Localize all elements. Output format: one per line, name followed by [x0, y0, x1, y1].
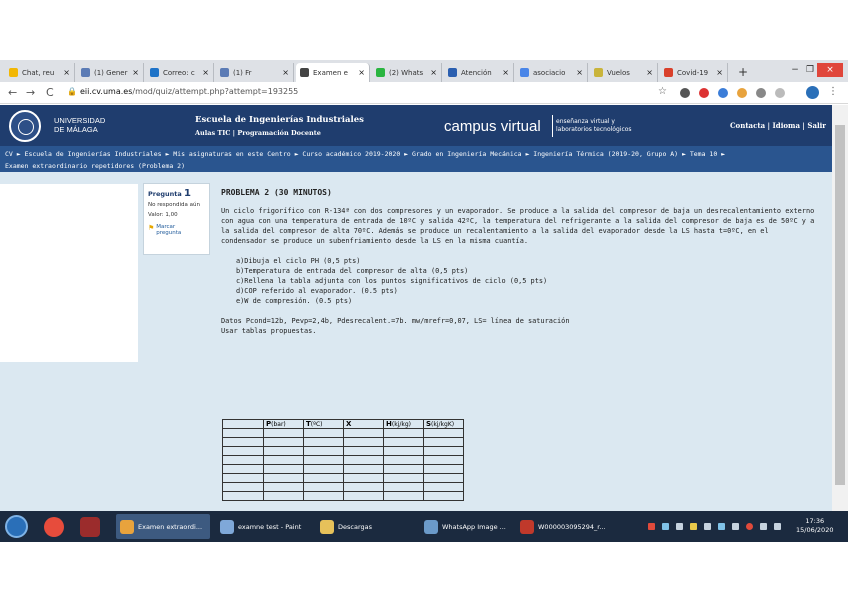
taskbar-item[interactable] — [216, 514, 308, 539]
window-close-button[interactable]: × — [817, 63, 843, 77]
lock-icon: 🔒 — [67, 87, 77, 96]
bookmark-star-icon[interactable]: ☆ — [658, 86, 667, 97]
tab-close-icon[interactable]: × — [430, 68, 437, 77]
table-cell — [384, 447, 424, 456]
campus-virtual-logo: campus virtual — [444, 118, 541, 135]
table-cell — [304, 474, 344, 483]
table-cell — [384, 456, 424, 465]
taskbar-item[interactable] — [516, 514, 608, 539]
table-header: X — [344, 420, 384, 429]
taskbar-item-label: WhatsApp Image ... — [442, 522, 506, 531]
university-name: UNIVERSIDAD DE MÁLAGA — [54, 116, 106, 134]
tab-close-icon[interactable]: × — [132, 68, 139, 77]
table-cell — [424, 438, 464, 447]
problem-item: d)COP referido al evaporador. (0.5 pts) — [236, 287, 398, 295]
tray-icon[interactable] — [662, 523, 669, 530]
table-cell — [304, 429, 344, 438]
table-row — [223, 465, 464, 474]
table-cell — [223, 438, 264, 447]
table-cell — [264, 429, 304, 438]
table-cell — [223, 492, 264, 501]
menu-kebab-icon[interactable]: ⋮ — [828, 86, 838, 97]
taskbar-app-icon — [220, 520, 234, 534]
tab-title: (1) Gener — [94, 68, 128, 77]
table-cell — [264, 483, 304, 492]
table-cell — [304, 492, 344, 501]
start-button[interactable] — [5, 515, 28, 538]
table-cell — [223, 474, 264, 483]
browser-tab[interactable] — [146, 63, 214, 82]
tab-favicon-icon — [594, 68, 603, 77]
table-header: H(kj/kg) — [384, 420, 424, 429]
table-cell — [304, 456, 344, 465]
tab-favicon-icon — [220, 68, 229, 77]
profile-avatar[interactable] — [806, 86, 819, 99]
browser-tab[interactable] — [372, 63, 442, 82]
table-cell — [264, 456, 304, 465]
table-cell — [304, 465, 344, 474]
left-block — [0, 184, 138, 362]
tray-icon[interactable] — [648, 523, 655, 530]
table-cell — [424, 429, 464, 438]
table-row — [223, 474, 464, 483]
extension-icon[interactable] — [680, 88, 690, 98]
table-cell — [264, 474, 304, 483]
volume-icon[interactable] — [760, 523, 767, 530]
table-cell — [304, 438, 344, 447]
tray-icon[interactable] — [746, 523, 753, 530]
table-cell — [384, 483, 424, 492]
header-links[interactable]: Contacta | Idioma | Salir — [729, 121, 826, 130]
taskbar-app-icon — [520, 520, 534, 534]
tab-title: Covid-19 — [677, 68, 709, 77]
question-status: No respondida aún — [148, 202, 200, 208]
table-cell — [384, 438, 424, 447]
question-number: Pregunta 1 — [148, 188, 192, 199]
back-icon[interactable]: ← — [8, 86, 18, 99]
taskbar-app-icon — [320, 520, 334, 534]
tab-title: Correo: c — [163, 68, 195, 77]
problem-items — [236, 256, 817, 306]
table-cell — [424, 465, 464, 474]
table-header — [223, 420, 264, 429]
tab-favicon-icon — [81, 68, 90, 77]
address-bar — [0, 82, 848, 104]
table-row — [223, 456, 464, 465]
flag-question-link[interactable]: ⚑ Marcar pregunta — [148, 224, 182, 236]
browser-tab[interactable] — [516, 63, 588, 82]
table-cell — [384, 492, 424, 501]
table-cell — [344, 447, 384, 456]
school-subtitle: Aulas TIC | Programación Docente — [195, 129, 321, 137]
browser-tab[interactable] — [296, 63, 370, 82]
browser-tab[interactable] — [590, 63, 658, 82]
table-cell — [304, 483, 344, 492]
table-cell — [384, 474, 424, 483]
tab-favicon-icon — [520, 68, 529, 77]
tab-close-icon[interactable]: × — [646, 68, 653, 77]
taskbar-app-icon — [424, 520, 438, 534]
chrome-icon[interactable] — [44, 517, 64, 537]
browser-tab[interactable] — [444, 63, 514, 82]
taskbar-item-label: Descargas — [338, 522, 373, 531]
tab-close-icon[interactable]: × — [202, 68, 209, 77]
tab-close-icon[interactable]: × — [358, 68, 365, 77]
maximize-button[interactable]: ❐ — [805, 65, 815, 75]
tab-title: (1) Fr — [233, 68, 252, 77]
tab-title: (2) Whats — [389, 68, 424, 77]
forward-icon[interactable]: → — [26, 86, 36, 99]
table-cell — [344, 465, 384, 474]
tab-title: Chat, reu — [22, 68, 55, 77]
tab-close-icon[interactable]: × — [282, 68, 289, 77]
table-cell — [344, 474, 384, 483]
vertical-scrollbar[interactable] — [832, 105, 848, 530]
browser-tab[interactable] — [5, 63, 75, 82]
tab-title: Atención — [461, 68, 492, 77]
problem-statement — [221, 188, 817, 336]
question-info-box — [143, 183, 210, 255]
tab-favicon-icon — [300, 68, 309, 77]
url-host: eii.cv.uma.es — [80, 87, 133, 96]
table-cell — [223, 429, 264, 438]
screenshot — [0, 60, 848, 542]
tray-icon[interactable] — [690, 523, 697, 530]
extension-icon[interactable] — [756, 88, 766, 98]
table-header: T(ºC) — [304, 420, 344, 429]
tab-title: asociacio — [533, 68, 566, 77]
browser-tab-strip — [0, 60, 848, 82]
table-cell — [223, 465, 264, 474]
table-cell — [424, 492, 464, 501]
problem-item: c)Rellena la tabla adjunta con los puntos significativos de ciclo (0,5 pts) — [236, 277, 548, 285]
tray-icon[interactable] — [718, 523, 725, 530]
site-header — [0, 105, 832, 146]
tab-close-icon[interactable]: × — [63, 68, 70, 77]
browser-tab[interactable] — [77, 63, 144, 82]
main-content — [0, 172, 832, 530]
table-cell — [304, 447, 344, 456]
table-cell — [344, 429, 384, 438]
table-cell — [344, 438, 384, 447]
table-cell — [344, 456, 384, 465]
tray-icon[interactable] — [676, 523, 683, 530]
tab-favicon-icon — [664, 68, 673, 77]
table-cell — [384, 429, 424, 438]
table-cell — [223, 483, 264, 492]
tray-icon[interactable] — [704, 523, 711, 530]
table-row — [223, 447, 464, 456]
url-path: /mod/quiz/attempt.php?attempt=193255 — [132, 87, 299, 96]
new-tab-button[interactable]: + — [738, 65, 749, 79]
table-row — [223, 438, 464, 447]
table-cell — [424, 447, 464, 456]
points-table — [222, 419, 464, 501]
campus-subtitle: enseñanza virtual y laboratorios tecnológicos — [556, 118, 632, 133]
logo-divider — [552, 115, 553, 137]
table-cell — [223, 456, 264, 465]
table-cell — [424, 474, 464, 483]
taskbar-item[interactable] — [420, 514, 512, 539]
table-cell — [344, 483, 384, 492]
tab-title: Vuelos — [607, 68, 630, 77]
table-cell — [264, 492, 304, 501]
table-cell — [424, 483, 464, 492]
tab-close-icon[interactable]: × — [716, 68, 723, 77]
problem-body: Un ciclo frigorífico con R-134ª con dos compresores y un evaporador. Se produce a la salida del compresor de baja un desrecalentamiento externo con agua con una temperatura de entrada de 10ºC y salida 42ºC, la temperatura del refrigerante a la salida del compresor de baja es de 50ºC y a la salida del compresor de alta 70ºC. Además se produce un recalentamiento a la salida del evaporador desde la LS hasta t=0ºC, en el condensador se produce un subenfriamiento desde la LS en la misma cuantía. — [221, 207, 815, 245]
taskbar-item-label: W000003095294_r... — [538, 522, 606, 531]
table-row — [223, 429, 464, 438]
breadcrumb[interactable]: CV ► Escuela de Ingenierías Industriales ► Mis asignaturas en este Centro ► Curso académico 2019-2020 ► Grado en Ingeniería Mecánica ► Ingeniería Térmica (2019-20, Grupo A) ► Tema 10 ► Examen extraordinario repetidores (Problema 2) — [0, 146, 832, 172]
extension-icon[interactable] — [718, 88, 728, 98]
network-icon[interactable] — [732, 523, 739, 530]
tab-favicon-icon — [448, 68, 457, 77]
browser-tab[interactable] — [660, 63, 728, 82]
university-seal-icon — [9, 110, 41, 142]
table-cell — [264, 465, 304, 474]
language-icon[interactable] — [774, 523, 781, 530]
problem-item: e)W de compresión. (0.5 pts) — [236, 297, 353, 305]
problem-title: PROBLEMA 2 (30 MINUTOS) — [221, 188, 332, 197]
problem-item: a)Dibuja el ciclo PH (0,5 pts) — [236, 257, 361, 265]
table-cell — [223, 447, 264, 456]
tab-favicon-icon — [376, 68, 385, 77]
taskbar-app-icon — [120, 520, 134, 534]
url-field[interactable] — [80, 87, 298, 96]
tab-favicon-icon — [150, 68, 159, 77]
extension-icon[interactable] — [737, 88, 747, 98]
question-value: Valor: 1,00 — [148, 212, 178, 218]
table-cell — [424, 456, 464, 465]
solidworks-icon[interactable] — [80, 517, 100, 537]
table-cell — [264, 438, 304, 447]
table-cell — [264, 447, 304, 456]
extension-icon[interactable] — [775, 88, 785, 98]
scrollbar-thumb[interactable] — [835, 125, 845, 485]
school-name: Escuela de Ingenierías Industriales — [195, 115, 364, 125]
clock[interactable]: 17:36 15/06/2020 — [796, 517, 834, 534]
flag-icon: ⚑ — [148, 224, 155, 232]
tab-title: Examen e — [313, 68, 348, 77]
table-cell — [344, 492, 384, 501]
windows-taskbar — [0, 511, 848, 542]
reload-icon[interactable]: C — [46, 86, 54, 99]
tab-close-icon[interactable]: × — [502, 68, 509, 77]
table-header: P(bar) — [264, 420, 304, 429]
browser-tab[interactable] — [216, 63, 294, 82]
table-row — [223, 483, 464, 492]
adblock-extension-icon[interactable] — [699, 88, 709, 98]
taskbar-item-label: Examen extraordi... — [138, 522, 203, 531]
tab-close-icon[interactable]: × — [576, 68, 583, 77]
minimize-button[interactable]: − — [791, 65, 799, 75]
table-header: S(kj/kgK) — [424, 420, 464, 429]
table-row — [223, 492, 464, 501]
taskbar-item-label: examne test - Paint — [238, 522, 302, 531]
problem-data: Datos Pcond=12b, Pevp=2,4b, Pdesrecalent.=7b. mw/mrefr=0,07, LS= línea de saturación Usar tablas propuestas. — [221, 317, 570, 335]
table-cell — [384, 465, 424, 474]
tab-favicon-icon — [9, 68, 18, 77]
taskbar-item[interactable] — [116, 514, 210, 539]
problem-item: b)Temperatura de entrada del compresor de alta (0,5 pts) — [236, 267, 469, 275]
taskbar-item[interactable] — [316, 514, 406, 539]
